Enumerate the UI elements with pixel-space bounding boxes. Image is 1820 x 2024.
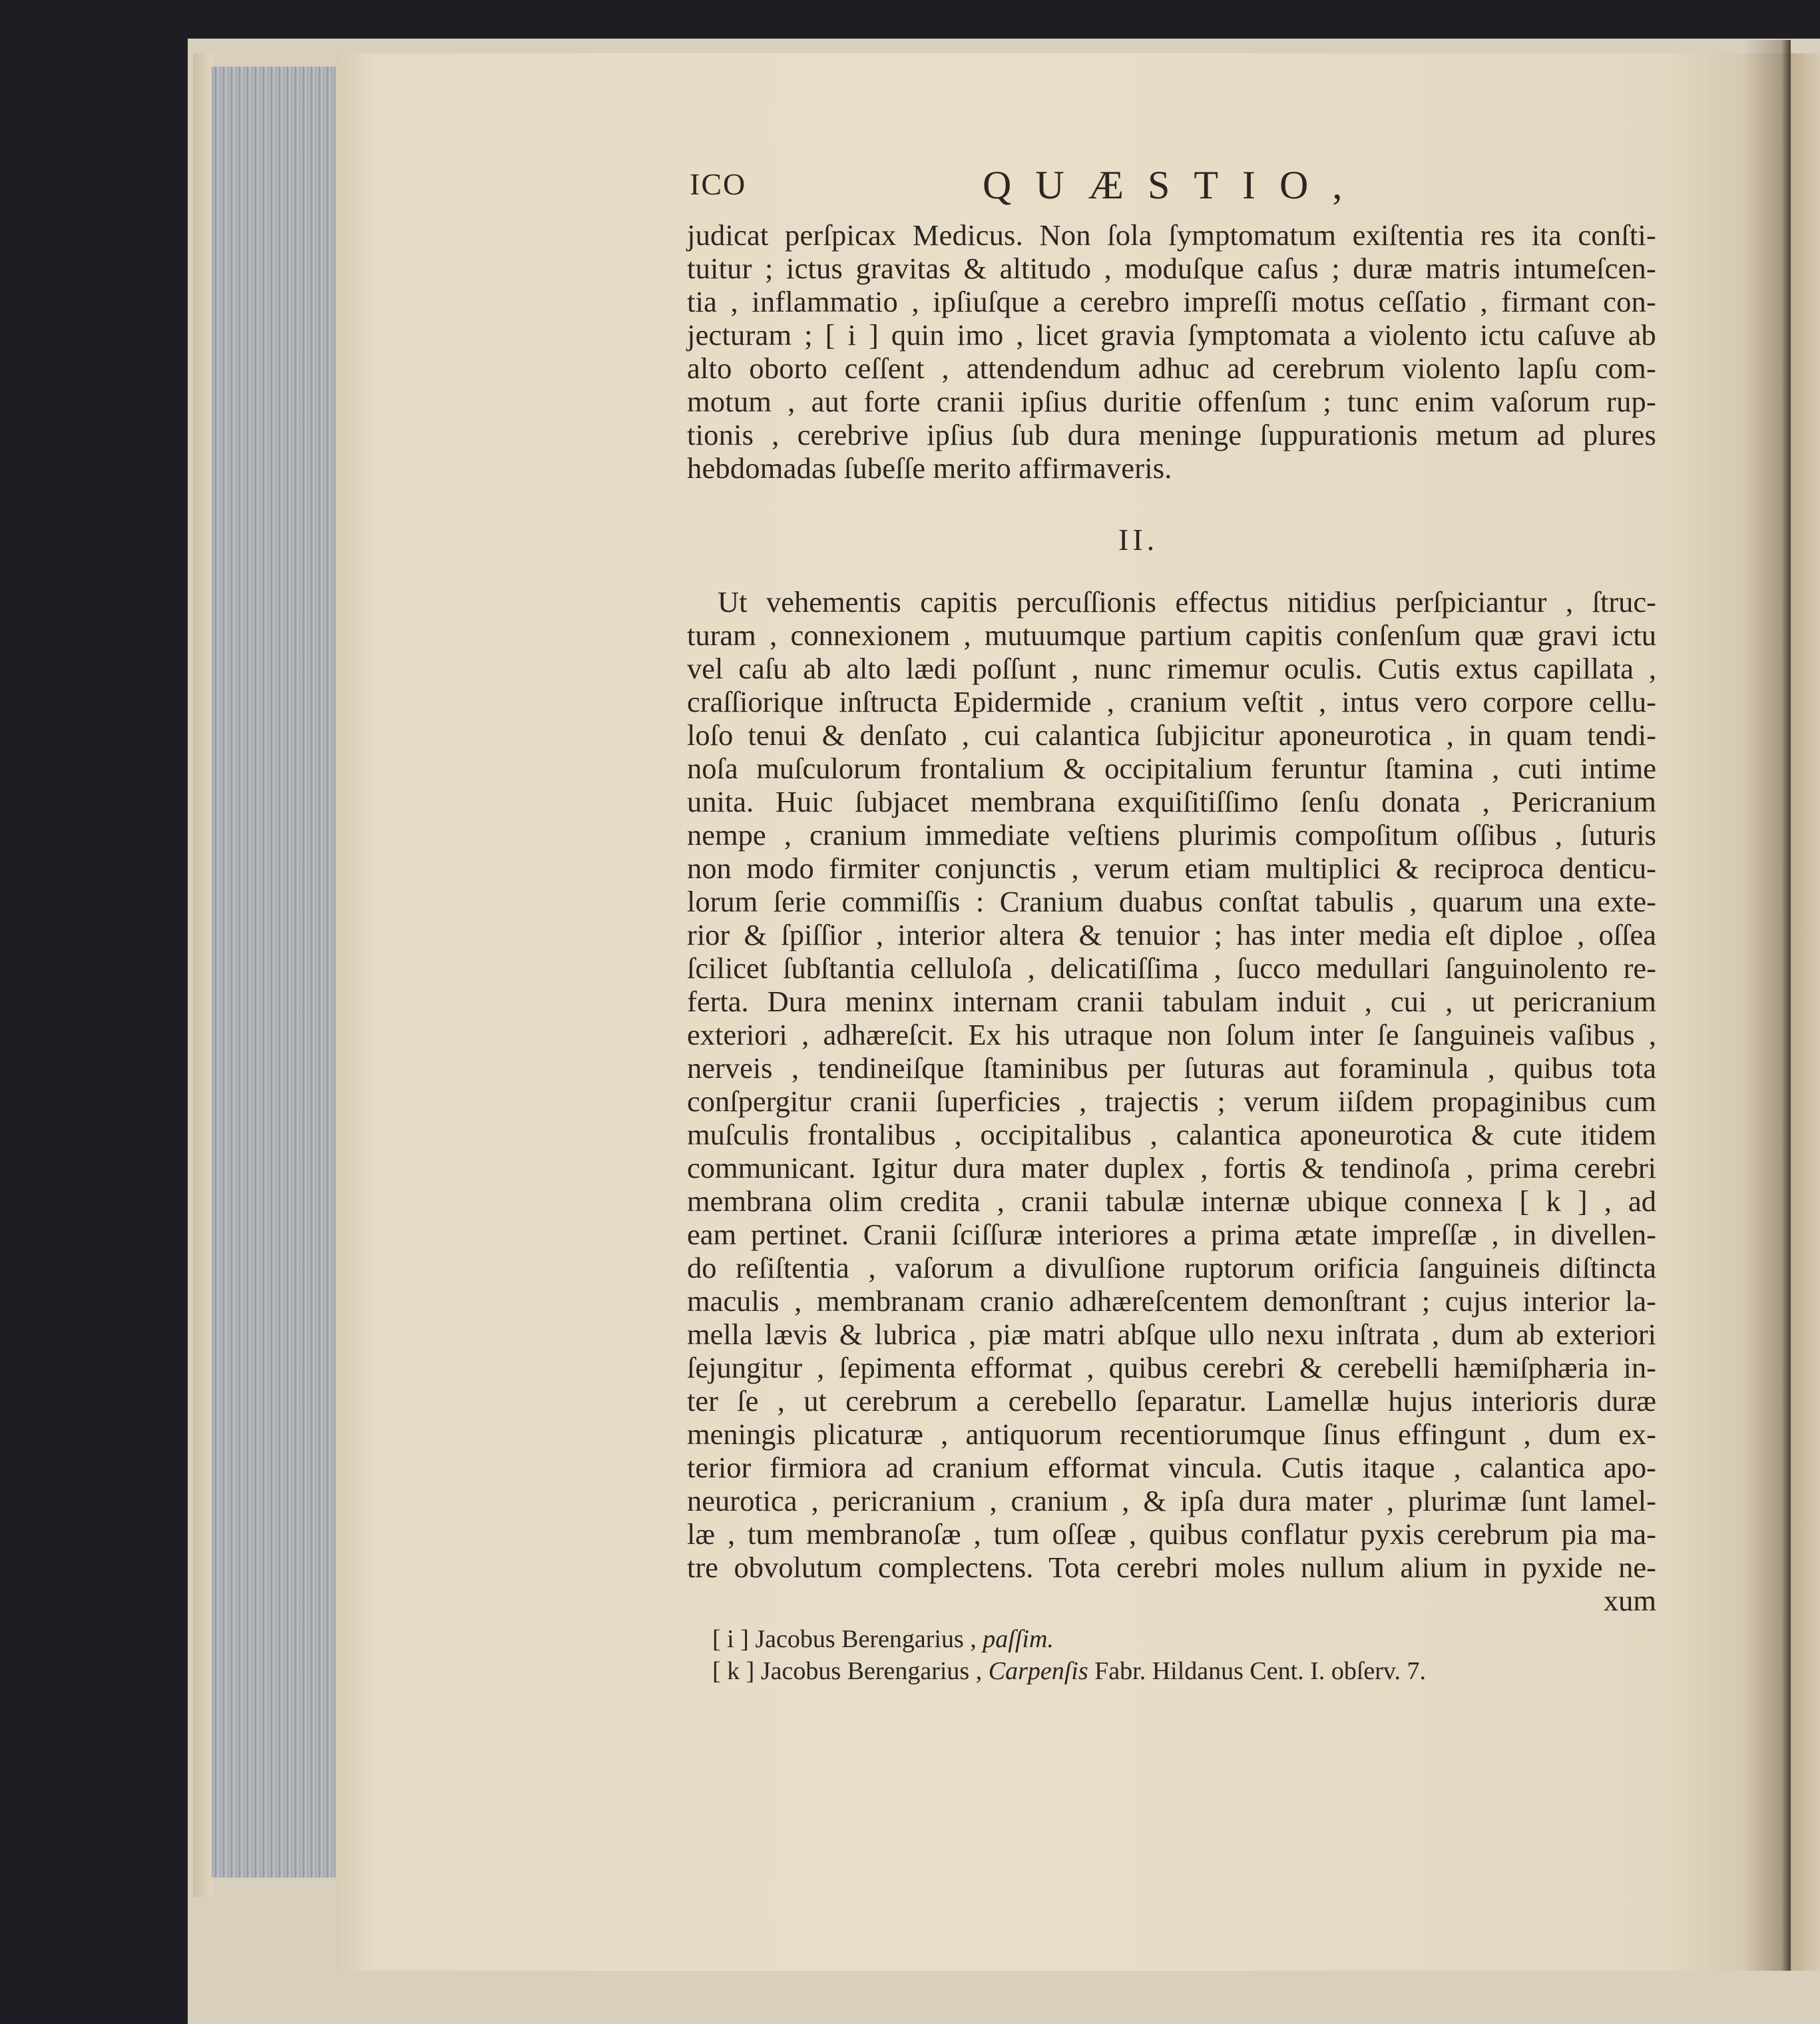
text-line: terior firmiora ad cranium efformat vincula. Cutis itaque , calantica apo- [687,1451,1656,1484]
footnote-italic: paſſim. [983,1625,1054,1653]
text-line: jecturam ; [ i ] quin imo , licet gravia ſymptomata a violento ictu caſuve ab [687,318,1656,352]
text-line: ter ſe , ut cerebrum a cerebello ſeparatur. Lamellæ hujus interioris duræ [687,1384,1656,1417]
page-edge-outer [193,53,213,1898]
text-line: judicat perſpicax Medicus. Non ſola ſymptomatum exiſtentia res ita conſti- [687,218,1656,252]
text-line: noſa muſculorum frontalium & occipitalium feruntur ſtamina , cuti intime [687,752,1656,785]
running-title: QUÆSTIO, [983,163,1367,207]
text-line: meningis plicaturæ , antiquorum recentiorumque ſinus effingunt , dum ex- [687,1417,1656,1451]
footnote-tail: Fabr. Hildanus Cent. I. obſerv. 7. [1094,1657,1426,1685]
text-line: vel caſu ab alto lædi poſſunt , nunc rimemur oculis. Cutis extus capillata , [687,652,1656,685]
facing-page-edge [1791,53,1820,1971]
text-line: Ut vehementis capitis percuſſionis effectus nitidius perſpiciantur , ſtruc- [718,585,1656,619]
footnote [712,1655,1578,1687]
text-line: ferta. Dura meninx internam cranii tabulam induit , cui , ut pericranium [687,985,1656,1018]
text-line: do reſiſtentia , vaſorum a divulſione ruptorum orificia ſanguineis diſtincta [687,1251,1656,1284]
text-line: nerveis , tendineiſque ſtaminibus per ſuturas aut foraminula , quibus tota [687,1051,1656,1085]
text-line: turam , connexionem , mutuumque partium capitis conſenſum quæ gravi ictu [687,619,1656,652]
footnote [712,1623,1578,1655]
gutter-shadow [1744,40,1791,1971]
footnote-text: Jacobus Berengarius , [755,1625,983,1653]
text-line: tionis , cerebrive ipſius ſub dura meninge ſuppurationis metum ad plures [687,418,1656,451]
text-line: motum , aut forte cranii ipſius duritie offenſum ; tunc enim vaſorum rup- [687,385,1656,418]
catchword: xum [1603,1584,1656,1617]
text-line: membrana olim credita , cranii tabulæ internæ ubique connexa [ k ] , ad [687,1184,1656,1218]
page-edges-gilt [212,67,337,1878]
text-line: conſpergitur cranii ſuperficies , trajectis ; verum iiſdem propaginibus cum [687,1085,1656,1118]
text-line: rior & ſpiſſior , interior altera & tenuior ; has inter media eſt diploe , oſſea [687,918,1656,951]
text-line: læ , tum membranoſæ , tum oſſeæ , quibus conflatur pyxis cerebrum pia ma- [687,1517,1656,1551]
footnote-mark: [ k ] [712,1657,761,1685]
text-line: non modo firmiter conjunctis , verum etiam multiplici & reciproca denticu- [687,852,1656,885]
text-line: nempe , cranium immediate veſtiens plurimis compoſitum oſſibus , ſuturis [687,818,1656,852]
text-line: exteriori , adhæreſcit. Ex his utraque non ſolum inter ſe ſanguineis vaſibus , [687,1018,1656,1051]
text-line: maculis , membranam cranio adhæreſcentem demonſtrant ; cujus interior la- [687,1284,1656,1318]
text-line: hebdomadas ſubeſſe merito affirmaveris. [687,451,1172,485]
footnote-text: Jacobus Berengarius , [760,1657,989,1685]
footnotes [712,1623,1578,1687]
section-heading: II. [1118,523,1159,557]
text-line: neurotica , pericranium , cranium , & ipſa dura mater , plurimæ ſunt lamel- [687,1484,1656,1517]
text-line: ſcilicet ſubſtantia celluloſa , delicatiſſima , ſucco medullari ſanguinolento re- [687,951,1656,985]
text-line: eam pertinet. Cranii ſciſſuræ interiores a prima ætate impreſſæ , in divellen- [687,1218,1656,1251]
text-line: communicant. Igitur dura mater duplex , fortis & tendinoſa , prima cerebri [687,1151,1656,1184]
text-line: craſſiorique inſtructa Epidermide , cranium veſtit , intus vero corpore cellu- [687,685,1656,718]
text-line: loſo tenui & denſato , cui calantica ſubjicitur aponeurotica , in quam tendi- [687,718,1656,752]
text-line: lorum ſerie commiſſis : Cranium duabus conſtat tabulis , quarum una exte- [687,885,1656,918]
text-line: muſculis frontalibus , occipitalibus , calantica aponeurotica & cute itidem [687,1118,1656,1151]
paragraph-2 [687,586,1656,1618]
footnote-mark: [ i ] [712,1625,756,1653]
text-line: mella lævis & lubrica , piæ matri abſque ullo nexu inſtrata , dum ab exteriori [687,1318,1656,1351]
text-line: alto oborto ceſſent , attendendum adhuc ad cerebrum violento lapſu com- [687,352,1656,385]
footnote-italic: Carpenſis [988,1657,1095,1685]
text-line: tre obvolutum complectens. Tota cerebri moles nullum alium in pyxide ne- [687,1551,1656,1584]
paragraph-1 [687,218,1656,485]
text-line: tuitur ; ictus gravitas & altitudo , moduſque caſus ; duræ matris intumeſcen- [687,252,1656,285]
text-line: ſejungitur , ſepimenta efformat , quibus cerebri & cerebelli hæmiſphæria in- [687,1351,1656,1384]
text-line: tia , inflammatio , ipſiuſque a cerebro impreſſi motus ceſſatio , firmant con- [687,285,1656,318]
page-number: ICO [690,167,747,201]
text-line: unita. Huic ſubjacet membrana exquiſitiſſimo ſenſu donata , Pericranium [687,785,1656,818]
page-header [690,163,1668,213]
